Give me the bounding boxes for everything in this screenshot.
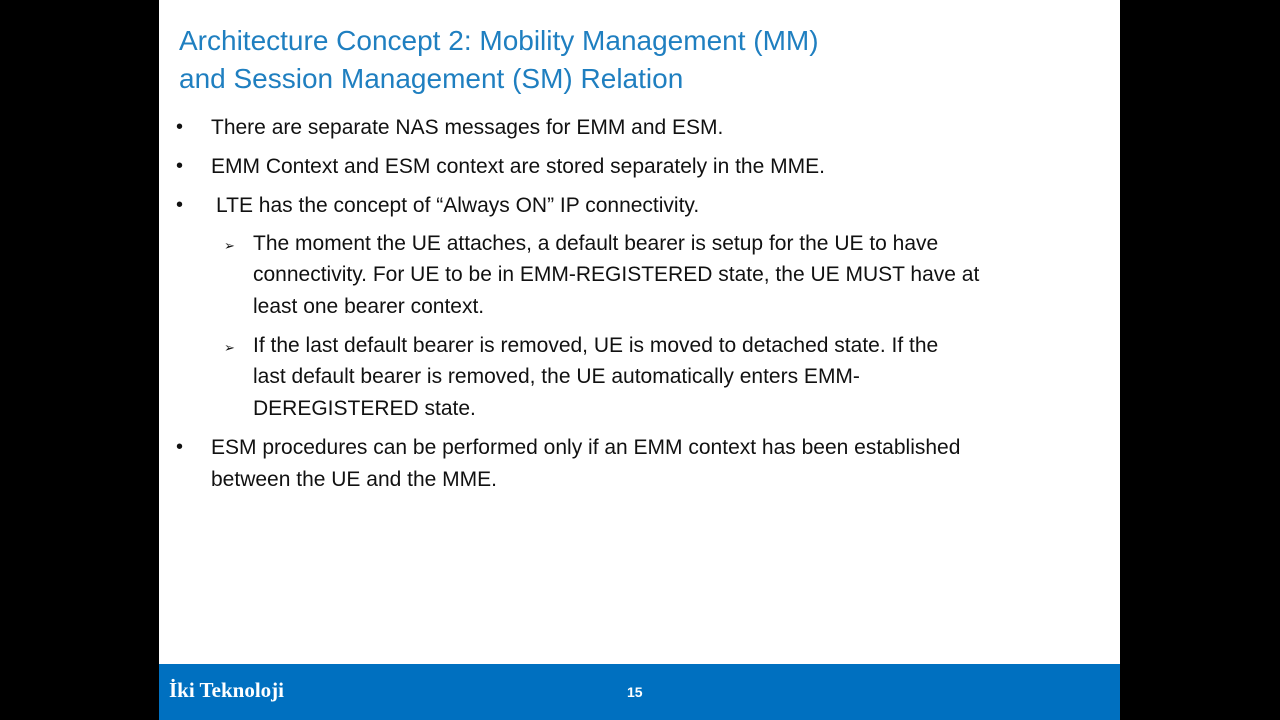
sub-bullet-line: If the last default bearer is removed, UE is moved to detached state. If the <box>253 334 939 357</box>
slide-title-line-2: and Session Management (SM) Relation <box>179 63 684 94</box>
sub-bullet-line: DEREGISTERED state. <box>253 397 476 420</box>
sub-bullet-line: least one bearer context. <box>253 295 485 318</box>
sub-bullet-line: The moment the UE attaches, a default bearer is setup for the UE to have <box>253 232 939 255</box>
footer-bar <box>159 664 1120 720</box>
bullet-text: between the UE and the MME. <box>211 468 497 491</box>
bullet-text: LTE has the concept of “Always ON” IP connectivity. <box>216 194 700 217</box>
bullet-dot: • <box>176 436 184 458</box>
bullet-dot: • <box>176 116 184 138</box>
bullet-dot: • <box>176 155 184 177</box>
brand-logo-text: İki Teknoloji <box>169 678 284 702</box>
bullet-text: There are separate NAS messages for EMM and ESM. <box>211 116 724 139</box>
arrow-bullet-icon: ➢ <box>224 340 235 355</box>
bullet-text: EMM Context and ESM context are stored separately in the MME. <box>211 155 825 178</box>
slide-title <box>179 22 1079 98</box>
bullet-text: ESM procedures can be performed only if an EMM context has been established <box>211 436 961 459</box>
sub-bullet-line: last default bearer is removed, the UE automatically enters EMM- <box>253 365 860 388</box>
page-number: 15 <box>627 684 643 700</box>
slide <box>159 0 1120 720</box>
slide-title-line-1: Architecture Concept 2: Mobility Management (MM) <box>179 25 819 56</box>
sub-bullet-line: connectivity. For UE to be in EMM-REGISTERED state, the UE MUST have at <box>253 263 980 286</box>
arrow-bullet-icon: ➢ <box>224 238 235 253</box>
bullet-dot: • <box>176 194 184 216</box>
